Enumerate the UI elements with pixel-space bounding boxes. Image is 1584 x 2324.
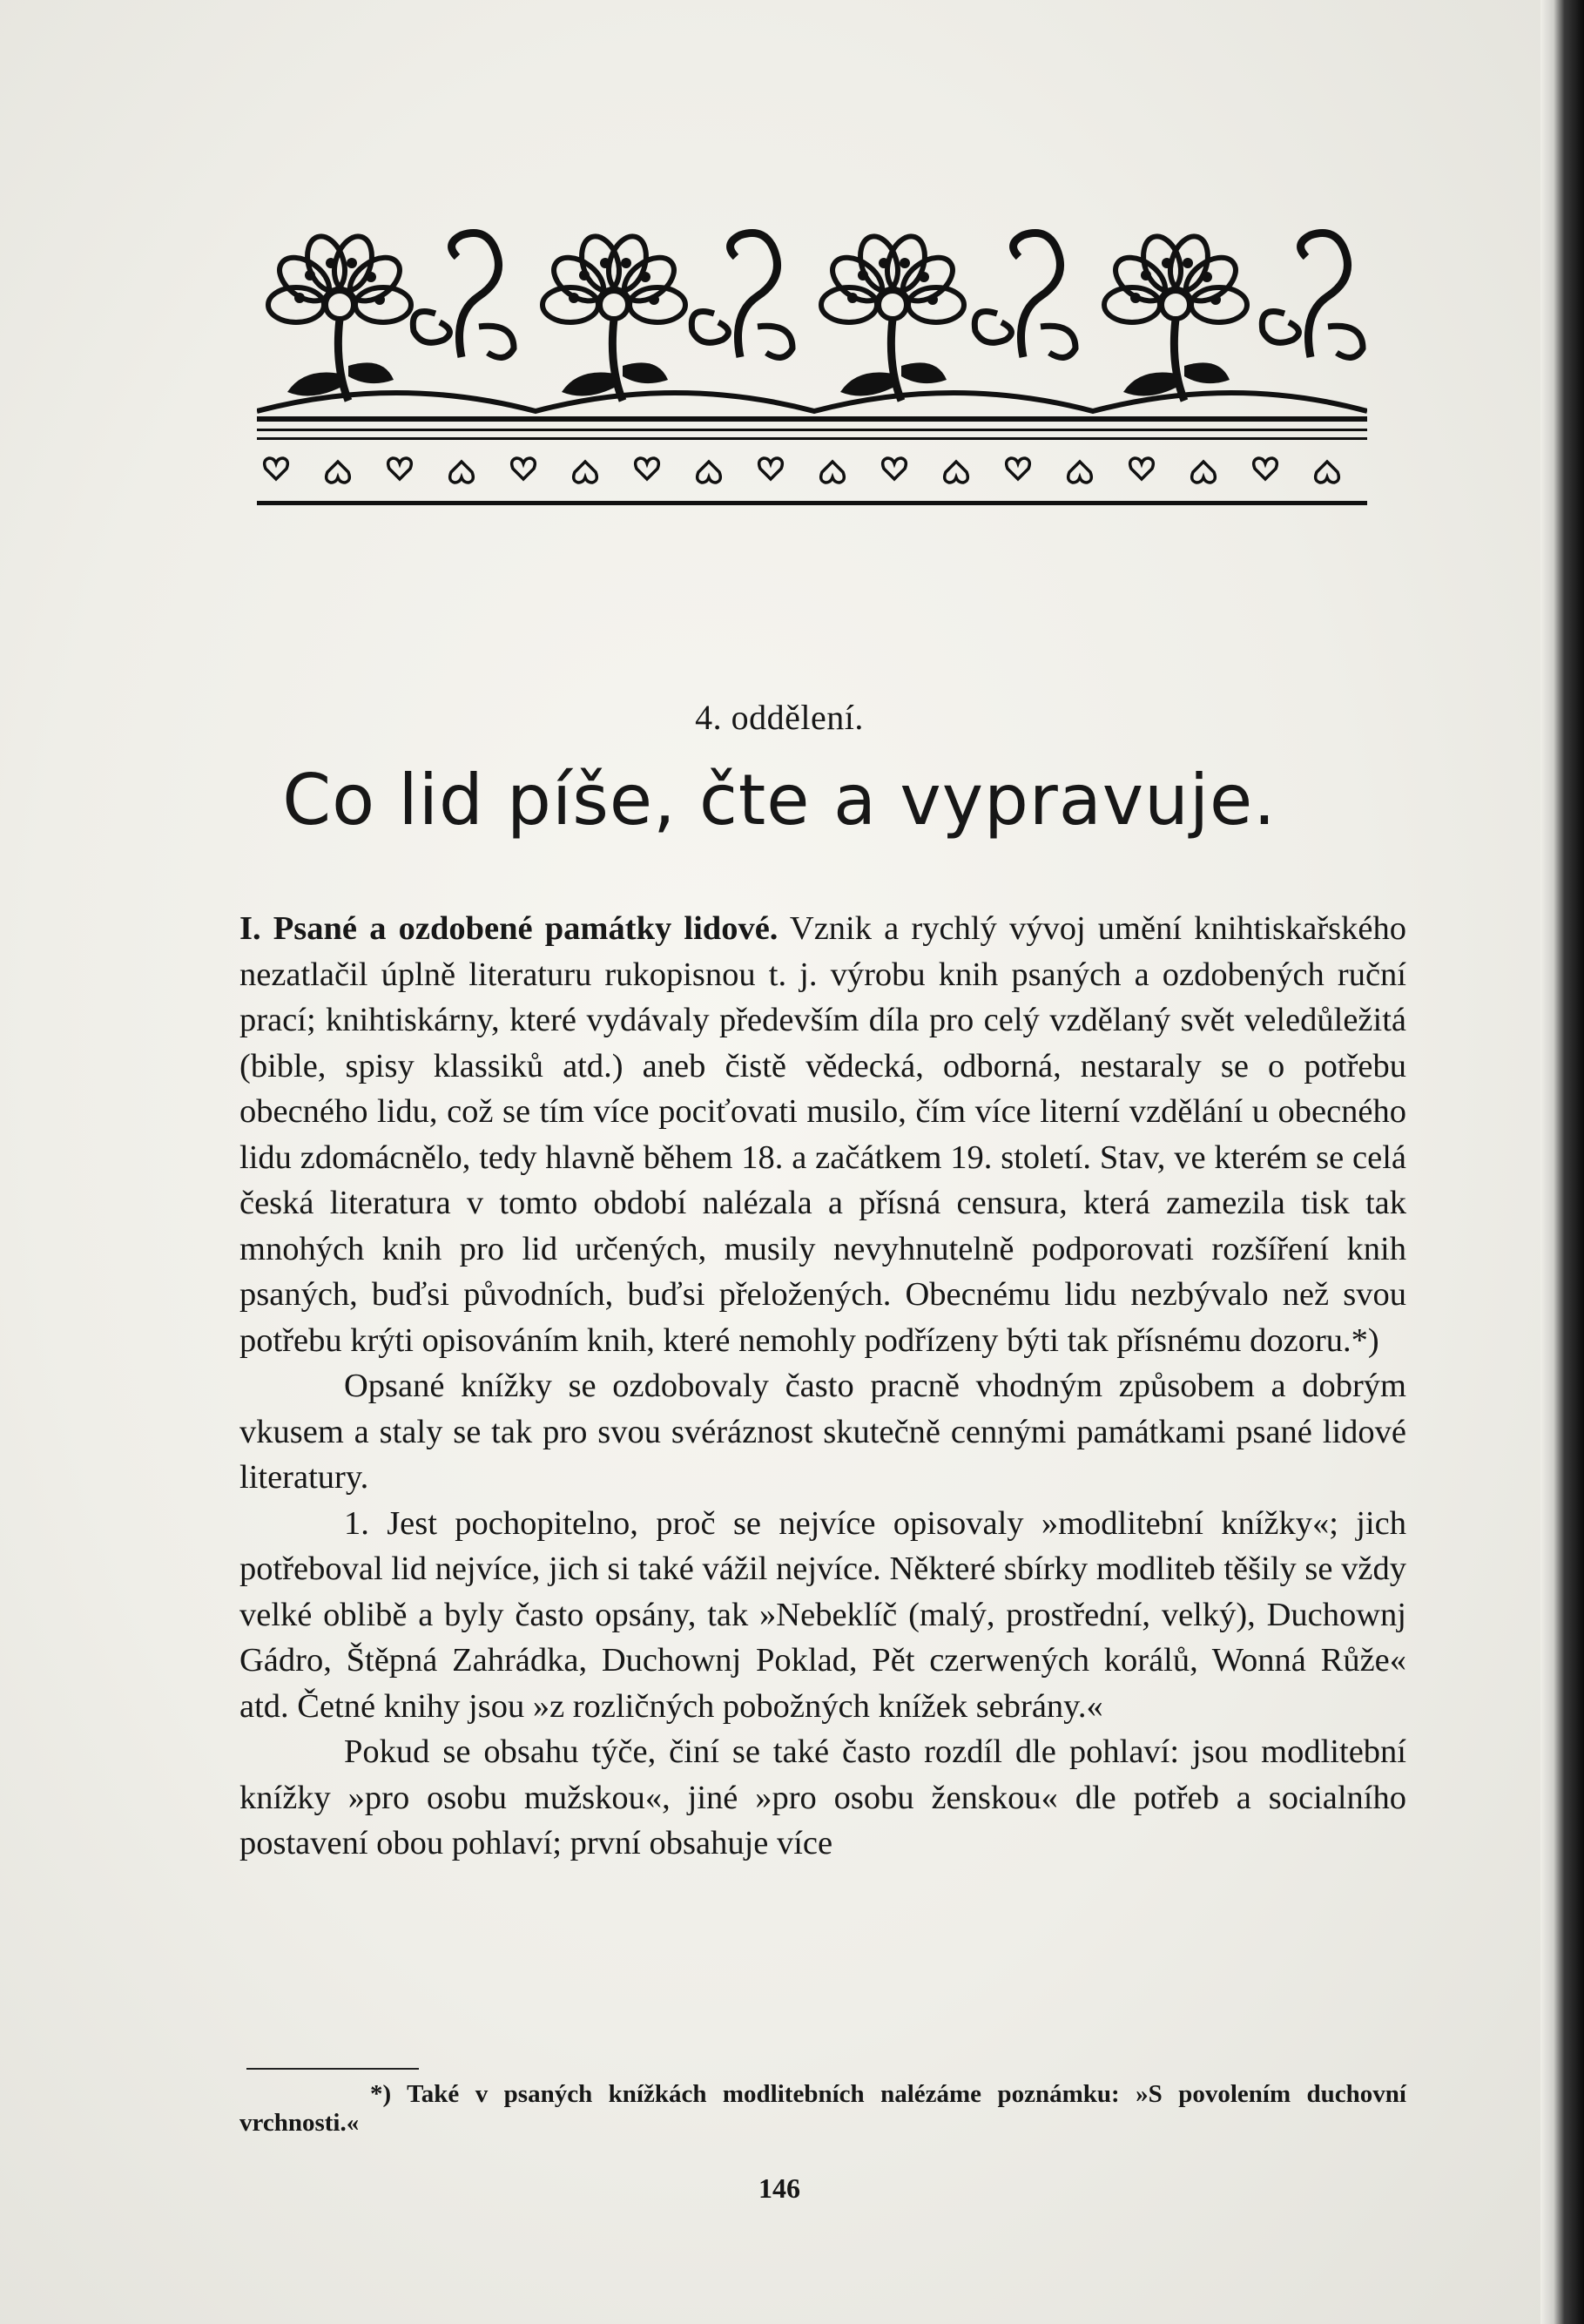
paragraph-3: 1. Jest pochopitelno, proč se nejvíce opisovaly »modlitební knížky«; jich potřeboval lid nejvíce, jich si také vážil nejvíce. Některé sbírky modliteb těšily se vždy velké oblibě a byly často opsány, tak »Nebeklíč (malý, prostřední, velký), Duchownj Gádro, Štěpná Zahrádka, Duchownj Poklad, Pět czerwených korálů, Wonná Růže« atd. Četné knihy jsou »z rozličných pobožných knížek sebrány.« — [239, 1504, 1406, 1725]
footnote-divider — [246, 2068, 419, 2070]
section-label: 4. oddělení. — [695, 698, 864, 737]
page-number: 146 — [758, 2172, 800, 2204]
page-edge-shadow — [1540, 0, 1584, 2324]
paragraph-lead: I. Psané a ozdobené památky lidové. — [239, 910, 779, 947]
paragraph-1 — [239, 906, 1406, 1363]
footnote: *) Také v psaných knížkách modlitebních nalézáme poznámku: »S povolením duchovní vrchnosti.« — [239, 2080, 1406, 2137]
paragraph-2: Opsané knížky se ozdobovaly často pracně vhodným způsobem a dobrým vkusem a staly se tak pro svou svéráznost skutečně cennými památkami psané lidové literatury. — [239, 1368, 1406, 1496]
paragraph-4: Pokud se obsahu týče, činí se také často rozdíl dle pohlaví: jsou modlitební knížky »pro osobu mužskou«, jiné »pro osobu ženskou« dle potřeb a socialního postavení obou pohlaví; první obsahuje více — [239, 1733, 1406, 1861]
flower-frieze-icon — [257, 209, 1367, 523]
decorative-header-ornament — [257, 209, 1367, 523]
paragraph-text: Vznik a rychlý vývoj umění knihtiskařského nezatlačil úplně literaturu rukopisnou t. j. výrobu knih psaných a ozdobených ruční prací; knihtiskárny, které vydávaly především díla pro celý vzdělaný svět veledůležitá (bible, spisy klassiků atd.) aneb čistě vědecká, odborná, nestaraly se o potřebu obecného lidu, což se tím více pociťovati musilo, čím více literní vzdělání u obecného lidu zdomácnělo, tedy hlavně během 18. a začátkem 19. století. Stav, ve kterém se celá česká literatura v tomto období nalézala a přísná censura, která zamezila tisk tak mnohých knih pro lid určených, musily nevyhnutelně podporovati rozšíření knih psaných, buďsi původních, buďsi přeložených. Obecnému lidu nezbývalo než svou potřebu krýti opisováním knih, které nemohly podřízeny býti tak přísnému dozoru.*) — [239, 910, 1407, 1359]
body-text — [239, 906, 1406, 1867]
chapter-title: Co lid píše, čte a vypravuje. — [282, 760, 1277, 841]
